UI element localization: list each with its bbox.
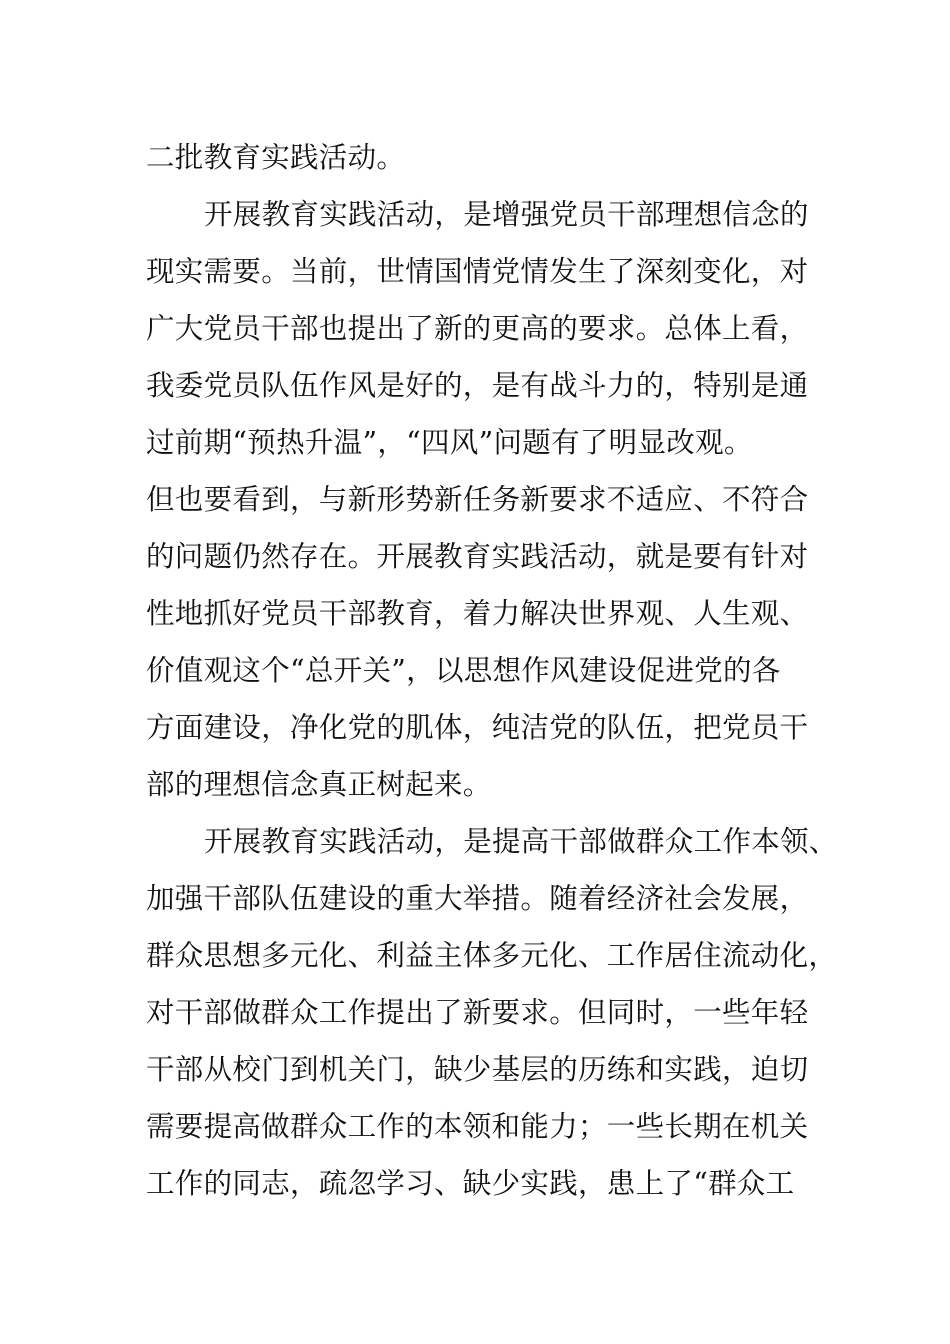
text-line: 部的理想信念真正树起来。 bbox=[146, 768, 492, 801]
text-line: 广大党员干部也提出了新的更高的要求。总体上看， bbox=[146, 312, 809, 345]
text-line: 二批教育实践活动。 bbox=[146, 141, 406, 174]
text-line: 的问题仍然存在。开展教育实践活动，就是要有针对 bbox=[146, 540, 809, 573]
text-line: 现实需要。当前，世情国情党情发生了深刻变化，对 bbox=[146, 255, 809, 288]
text-line: 需要提高做群众工作的本领和能力；一些长期在机关 bbox=[146, 1110, 809, 1143]
text-line: 对干部做群众工作提出了新要求。但同时，一些年轻 bbox=[146, 996, 809, 1029]
paragraph-first-line: 开展教育实践活动，是提高干部做群众工作本领、 bbox=[204, 825, 838, 858]
text-line: 价值观这个“总开关”，以思想作风建设促进党的各 bbox=[146, 654, 781, 687]
text-line: 干部从校门到机关门，缺少基层的历练和实践，迫切 bbox=[146, 1053, 809, 1086]
text-line: 但也要看到，与新形势新任务新要求不适应、不符合 bbox=[146, 483, 809, 516]
text-line: 群众思想多元化、利益主体多元化、工作居住流动化， bbox=[146, 939, 838, 972]
text-line: 工作的同志，疏忽学习、缺少实践，患上了“群众工 bbox=[146, 1167, 795, 1200]
text-line: 我委党员队伍作风是好的，是有战斗力的，特别是通 bbox=[146, 369, 809, 402]
document-body bbox=[146, 129, 846, 1212]
text-line: 性地抓好党员干部教育，着力解决世界观、人生观、 bbox=[146, 597, 809, 630]
text-line: 方面建设，净化党的肌体，纯洁党的队伍，把党员干 bbox=[146, 711, 809, 744]
paragraph-first-line: 开展教育实践活动，是增强党员干部理想信念的 bbox=[204, 198, 809, 231]
text-line: 加强干部队伍建设的重大举措。随着经济社会发展， bbox=[146, 882, 809, 915]
text-line: 过前期“预热升温”，“四风”问题有了明显改观。 bbox=[146, 426, 753, 459]
